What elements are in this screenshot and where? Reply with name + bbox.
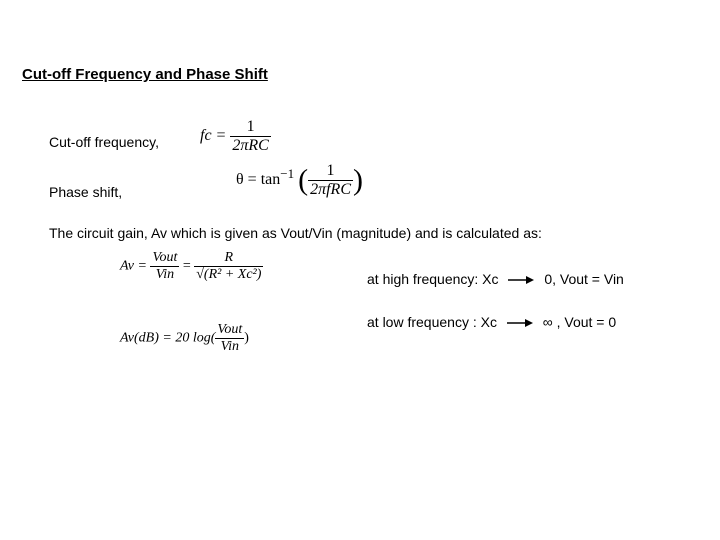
gain-numerator-1: Vout <box>152 250 178 265</box>
phase-exponent: −1 <box>280 165 295 181</box>
gain-equals: = <box>182 258 191 274</box>
gain-denominator-2: √(R² + Xc²) <box>196 267 262 282</box>
db-formula <box>120 322 249 355</box>
gain-fraction-2 <box>194 250 263 283</box>
low-frequency-line <box>367 314 616 330</box>
phase-denominator: 2πfRC <box>310 181 351 198</box>
low-frequency-text: at low frequency : Xc <box>367 314 497 330</box>
phase-fraction <box>308 162 353 199</box>
right-arrow-icon <box>507 318 533 328</box>
db-close-paren: ) <box>244 330 249 346</box>
gain-formula <box>120 250 263 283</box>
cutoff-lhs: fc = <box>200 127 227 145</box>
cutoff-formula <box>200 118 271 155</box>
cutoff-fraction <box>230 118 270 155</box>
high-frequency-text: at high frequency: Xc <box>367 271 499 287</box>
db-denominator: Vin <box>215 338 244 355</box>
gain-fraction-1 <box>150 250 179 283</box>
db-fraction <box>215 322 244 355</box>
phase-label: Phase shift, <box>49 184 123 200</box>
gain-denominator-1: Vin <box>150 266 179 283</box>
phase-numerator: 1 <box>326 162 335 179</box>
right-arrow-icon <box>508 275 534 285</box>
gain-lhs: Av = <box>120 258 147 274</box>
cutoff-label: Cut-off frequency, <box>49 134 159 150</box>
phase-lhs: θ = tan <box>236 171 281 189</box>
db-numerator: Vout <box>217 322 243 337</box>
cutoff-denominator: 2πRC <box>232 137 269 154</box>
gain-numerator-2: R <box>224 250 234 265</box>
high-frequency-line <box>367 271 624 287</box>
page-title: Cut-off Frequency and Phase Shift <box>22 66 268 83</box>
low-frequency-result: ∞ , Vout = 0 <box>542 314 617 330</box>
db-lhs: Av(dB) = 20 log( <box>120 330 216 346</box>
phase-formula: $\theta = \tan^{-1}$ ( $\frac{1}{\text{2πfRC}}$ ) <box>236 162 363 198</box>
gain-description: The circuit gain, Av which is given as Vout/Vin (magnitude) and is calculated as: <box>49 225 542 241</box>
high-frequency-result: 0, Vout = Vin <box>544 271 624 287</box>
cutoff-numerator: 1 <box>246 118 255 135</box>
